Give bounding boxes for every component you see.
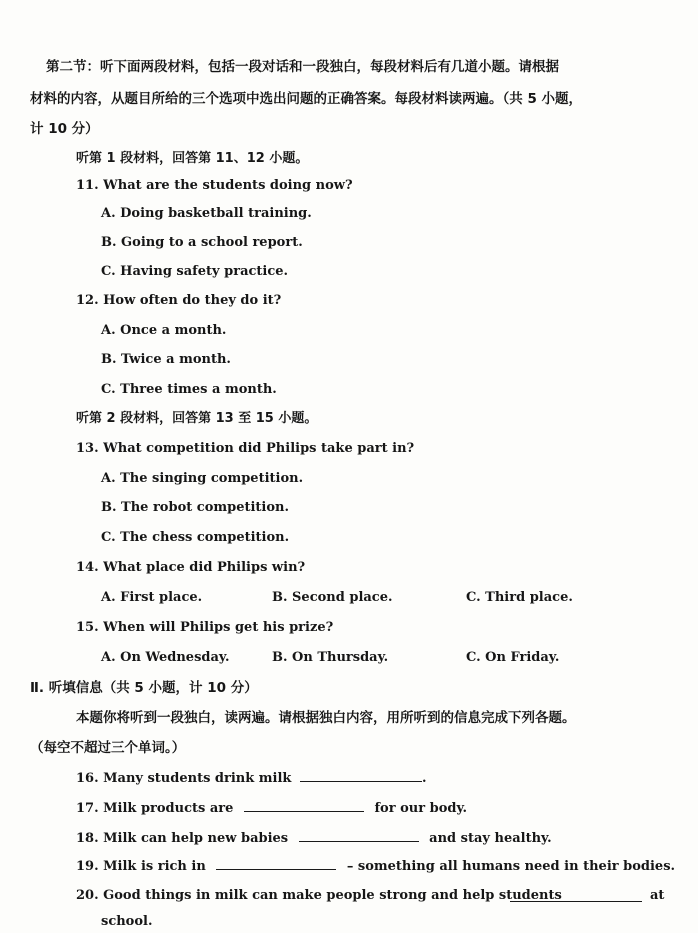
q13-option-a: A. The singing competition.: [101, 471, 304, 486]
q15-option-b: B. On Thursday.: [272, 650, 389, 665]
q14-option-a: A. First place.: [101, 590, 203, 605]
section2-heading-line2: 材料的内容，从题目所给的三个选项中选出问题的正确答案。每段材料读两遍。（共 5 小题，: [30, 91, 583, 107]
q18: [76, 829, 552, 848]
q17-text-end: for our body.: [374, 801, 468, 816]
q19-text-end: – something all humans need in their bodies.: [346, 859, 676, 874]
q20-text: 20. Good things in milk can make people strong and help students: [76, 888, 562, 903]
q20-answer-blank[interactable]: [510, 889, 642, 902]
q11-option-b: B. Going to a school report.: [101, 235, 303, 250]
q16-answer-blank[interactable]: [300, 769, 422, 782]
q20: [76, 887, 562, 905]
q13-option-c: C. The chess competition.: [101, 530, 290, 545]
q20-text-continued: school.: [101, 914, 153, 929]
q19-answer-blank[interactable]: [216, 857, 336, 870]
q17: [76, 799, 467, 818]
q13-stem: 13. What competition did Philips take part in?: [76, 441, 415, 456]
q18-text-end: and stay healthy.: [429, 831, 552, 846]
q11-option-a: A. Doing basketball training.: [101, 206, 312, 221]
section2-heading-line1: 第二节：听下面两段材料，包括一段对话和一段独白，每段材料后有几道小题。请根据: [46, 59, 559, 75]
q16: [76, 769, 427, 788]
part2-instruction-line2: （每空不超过三个单词。）: [30, 740, 186, 756]
q17-answer-blank[interactable]: [244, 799, 364, 812]
q14-option-c: C. Third place.: [466, 590, 573, 605]
q12-option-b: B. Twice a month.: [101, 352, 231, 367]
q19: [76, 857, 675, 876]
q15-option-c: C. On Friday.: [466, 650, 560, 665]
q20-text-end: at: [650, 888, 665, 903]
q14-option-b: B. Second place.: [272, 590, 393, 605]
section2-heading-line3: 计 10 分）: [30, 121, 99, 137]
q15-option-a: A. On Wednesday.: [101, 650, 230, 665]
q16-text: 16. Many students drink milk: [76, 771, 292, 786]
q12-stem: 12. How often do they do it?: [76, 293, 282, 308]
q11-option-c: C. Having safety practice.: [101, 264, 289, 279]
part2-instruction-line1: 本题你将听到一段独白，读两遍。请根据独白内容，用所听到的信息完成下列各题。: [76, 710, 576, 726]
q16-text-end: .: [421, 771, 427, 786]
q12-option-a: A. Once a month.: [101, 323, 227, 338]
part2-heading: Ⅱ. 听填信息（共 5 小题，计 10 分）: [30, 680, 258, 696]
q15-stem: 15. When will Philips get his prize?: [76, 620, 334, 635]
q14-stem: 14. What place did Philips win?: [76, 560, 306, 575]
q19-text: 19. Milk is rich in: [76, 859, 206, 874]
q17-text: 17. Milk products are: [76, 801, 234, 816]
q18-answer-blank[interactable]: [299, 829, 419, 842]
material1-instruction: 听第 1 段材料，回答第 11、12 小题。: [76, 151, 309, 166]
q13-option-b: B. The robot competition.: [101, 500, 290, 515]
material2-instruction: 听第 2 段材料，回答第 13 至 15 小题。: [76, 411, 318, 426]
q12-option-c: C. Three times a month.: [101, 382, 277, 397]
q11-stem: 11. What are the students doing now?: [76, 178, 353, 193]
q18-text: 18. Milk can help new babies: [76, 831, 289, 846]
